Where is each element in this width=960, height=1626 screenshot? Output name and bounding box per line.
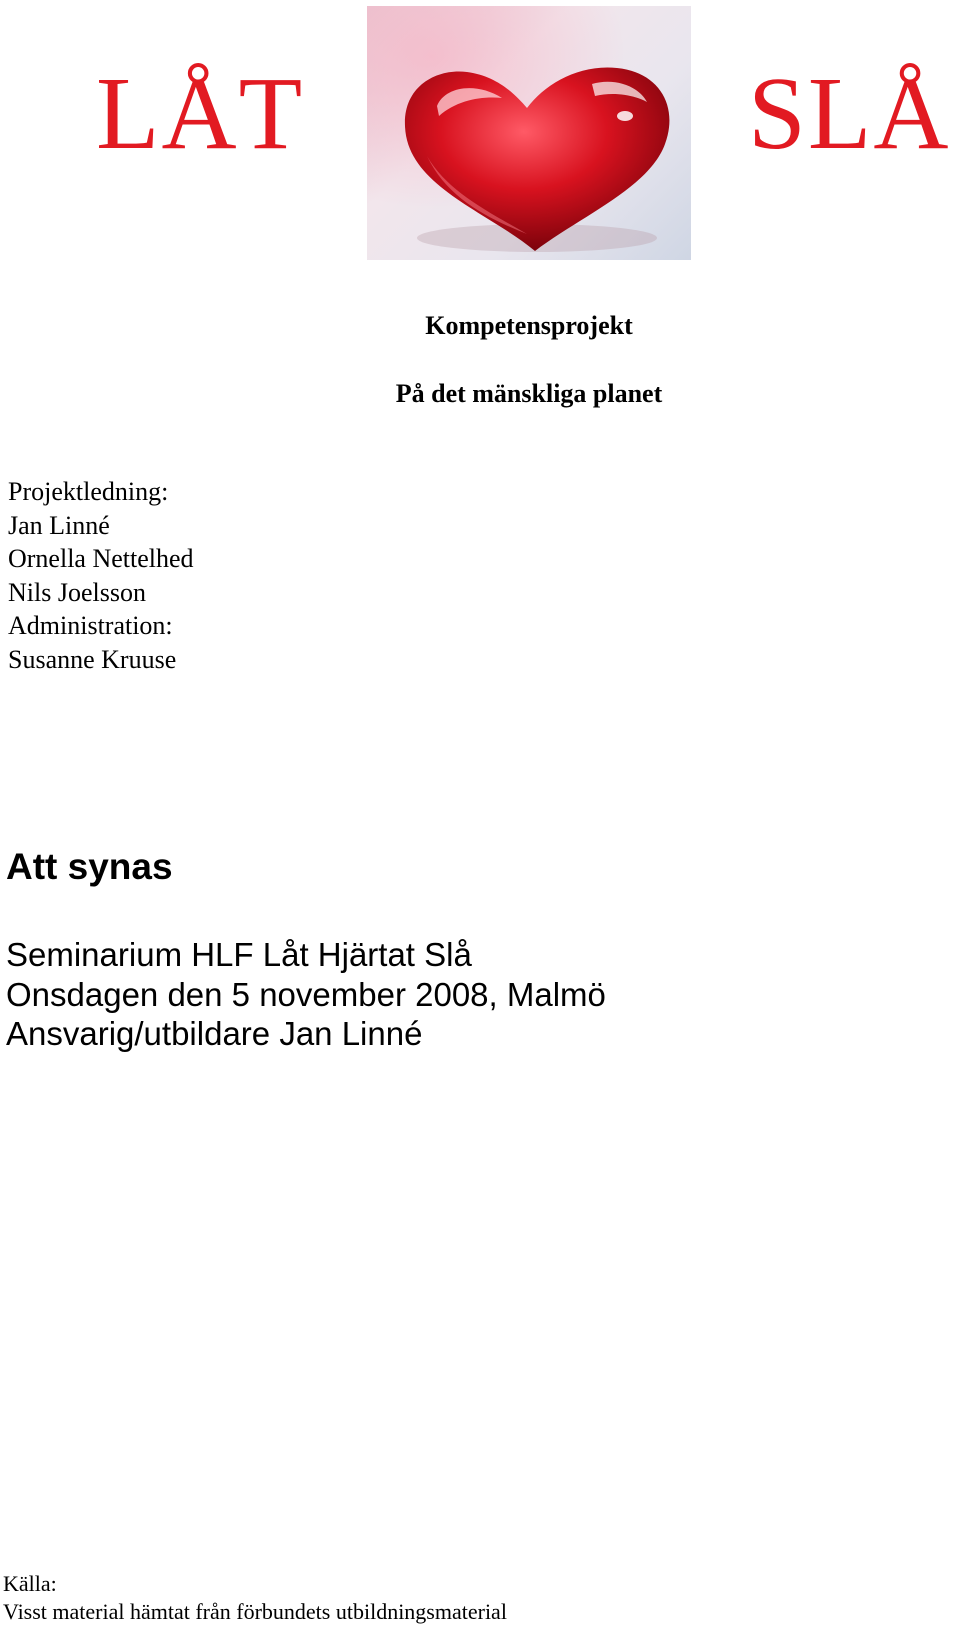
seminar-line: Seminarium HLF Låt Hjärtat Slå: [6, 936, 472, 973]
seminar-details: [6, 935, 606, 1054]
contact-line: Projektledning:: [8, 477, 169, 506]
contact-line: Nils Joelsson: [8, 577, 146, 607]
logo-text-sla: SLÅ: [748, 56, 951, 171]
source-label: Källa:: [3, 1571, 57, 1596]
contact-line: Administration:: [8, 611, 173, 640]
logo-text-lat: LÅT: [96, 56, 305, 171]
contact-line: Ornella Nettelhed: [8, 544, 194, 573]
contact-line: Jan Linné: [8, 510, 110, 540]
source-text: Visst material hämtat från förbundets utbildningsmaterial: [3, 1599, 507, 1624]
contact-list: [8, 475, 194, 676]
contact-line: Susanne Kruuse: [8, 644, 177, 674]
seminar-line: Onsdagen den 5 november 2008, Malmö: [6, 975, 606, 1013]
project-title: Kompetensprojekt: [425, 311, 633, 340]
project-subtitle: På det mänskliga planet: [395, 379, 663, 408]
source-note: [3, 1570, 507, 1626]
seminar-line: Ansvarig/utbildare Jan Linné: [6, 1015, 423, 1052]
section-heading: Att synas: [6, 846, 173, 887]
heart-photo: [367, 6, 691, 260]
